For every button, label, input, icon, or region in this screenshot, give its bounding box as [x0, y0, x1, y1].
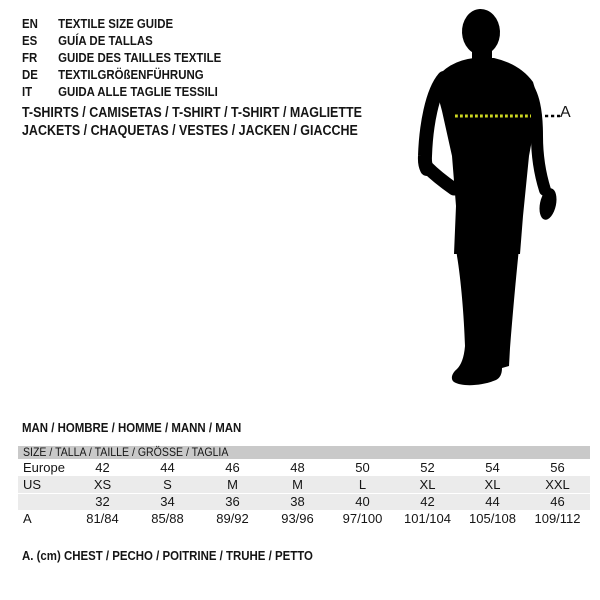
row-label: US — [23, 477, 42, 492]
size-cell: S — [163, 477, 172, 492]
size-cell: 34 — [160, 494, 175, 509]
size-cell: 85/88 — [151, 511, 184, 526]
language-code: IT — [22, 84, 33, 99]
size-cell: XL — [484, 477, 501, 492]
size-cell: 54 — [485, 460, 500, 475]
size-cell: 97/100 — [342, 511, 383, 526]
row-label: A — [23, 511, 32, 526]
language-row-en — [22, 15, 221, 32]
language-list — [22, 15, 248, 100]
silhouette-left-arm — [425, 78, 444, 169]
language-code: EN — [22, 16, 38, 31]
language-code: FR — [22, 50, 38, 65]
table-row-us — [18, 476, 590, 493]
man-silhouette — [414, 4, 564, 399]
size-cell: 46 — [225, 460, 240, 475]
size-cell: XS — [93, 477, 112, 492]
size-cell: M — [292, 477, 303, 492]
size-table — [18, 446, 590, 527]
language-title: GUIDA ALLE TAGLIE TESSILI — [58, 84, 218, 99]
size-cell: 46 — [550, 494, 565, 509]
size-cell: 42 — [420, 494, 435, 509]
language-title: TEXTILGRÖßENFÜHRUNG — [58, 67, 204, 82]
size-cell: 36 — [225, 494, 240, 509]
size-cell: 38 — [290, 494, 305, 509]
size-cell: 48 — [290, 460, 305, 475]
size-cell: 56 — [550, 460, 565, 475]
language-row-es — [22, 32, 221, 49]
size-cell: 101/104 — [404, 511, 451, 526]
language-code: ES — [22, 33, 38, 48]
section-title-man: MAN / HOMBRE / HOMME / MANN / MAN — [22, 420, 242, 435]
size-cell: 81/84 — [86, 511, 119, 526]
table-row-chest — [18, 510, 590, 527]
table-row-europe — [18, 459, 590, 476]
category-tshirts: T-SHIRTS / CAMISETAS / T-SHIRT / T-SHIRT / MAGLIETTE — [22, 105, 362, 121]
category-list — [22, 105, 417, 140]
size-cell: 44 — [160, 460, 175, 475]
silhouette-legs — [452, 248, 519, 385]
language-title: TEXTILE SIZE GUIDE — [58, 16, 174, 31]
size-cell: 40 — [355, 494, 370, 509]
size-cell: 89/92 — [216, 511, 249, 526]
size-cell: 44 — [485, 494, 500, 509]
size-table-header — [18, 446, 590, 459]
language-title: GUIDE DES TAILLES TEXTILE — [58, 50, 222, 65]
measurement-footnote: A. (cm) CHEST / PECHO / POITRINE / TRUHE / PETTO — [22, 548, 313, 563]
measure-label-a: A — [560, 104, 571, 121]
size-cell: 93/96 — [281, 511, 314, 526]
language-row-de — [22, 66, 221, 83]
language-row-it — [22, 83, 221, 100]
size-cell: L — [358, 477, 367, 492]
size-cell: 52 — [420, 460, 435, 475]
size-cell: 105/108 — [469, 511, 516, 526]
size-cell: 42 — [95, 460, 110, 475]
language-title: GUÍA DE TALLAS — [58, 33, 153, 48]
language-row-fr — [22, 49, 221, 66]
size-cell: M — [227, 477, 238, 492]
size-cell: XXL — [545, 477, 570, 492]
size-table-header-label: SIZE / TALLA / TAILLE / GRÖSSE / TAGLIA — [23, 445, 229, 459]
silhouette-neck — [472, 48, 492, 66]
size-cell: XL — [419, 477, 436, 492]
size-cell: 50 — [355, 460, 370, 475]
table-row-us-numeric — [18, 493, 590, 510]
size-cell: 32 — [95, 494, 110, 509]
language-code: DE — [22, 67, 38, 82]
row-label — [18, 494, 70, 510]
size-cell: 109/112 — [534, 511, 581, 526]
row-label: Europe — [23, 460, 65, 475]
category-jackets: JACKETS / CHAQUETAS / VESTES / JACKEN / GIACCHE — [22, 122, 358, 139]
